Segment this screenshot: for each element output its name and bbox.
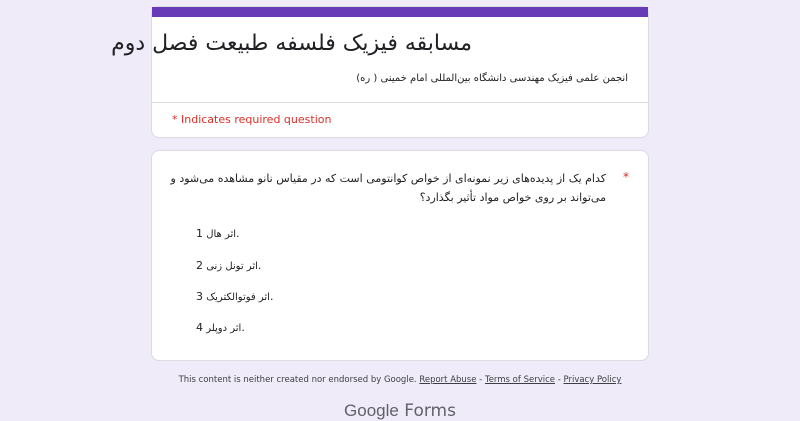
- report-abuse-link[interactable]: Report Abuse: [419, 375, 477, 385]
- footer-separator: -: [476, 375, 485, 385]
- privacy-link[interactable]: Privacy Policy: [563, 375, 622, 385]
- option-4[interactable]: [196, 321, 245, 334]
- question-text: کدام یک از پدیده‌های زیر نمونه‌ای از خواص کوانتومی است که در مقیاس نانو مشاهده می‌شود و می‌تواند بر روی خواص مواد تأثیر بگذارد؟: [170, 172, 606, 204]
- form-header-card: [111, 6, 649, 138]
- footer-separator: -: [555, 375, 564, 385]
- option-2[interactable]: [196, 259, 261, 272]
- option-label: اثر دوپلر: [206, 323, 242, 334]
- option-number: 1.: [196, 227, 240, 240]
- required-note: * Indicates required question: [172, 113, 332, 126]
- footer-disclaimer: This content is neither created nor endorsed by Google.: [178, 375, 417, 385]
- required-marker: *: [623, 170, 629, 184]
- google-wordmark: Google: [344, 401, 399, 420]
- google-forms-logo[interactable]: [0, 401, 800, 421]
- form-title: مسابقه فیزیک فلسفه طبیعت فصل دوم: [111, 31, 472, 56]
- footer: [0, 375, 800, 385]
- option-number: 2.: [196, 259, 262, 272]
- header-divider: [152, 102, 648, 103]
- question-card: [151, 150, 649, 361]
- option-number: 4.: [196, 321, 245, 334]
- option-label: اثر هال: [206, 229, 237, 240]
- accent-bar: [152, 7, 648, 17]
- option-label: اثر فوتوالکتریک: [206, 292, 270, 303]
- option-label: اثر تونل زنی: [206, 261, 258, 272]
- option-number: 3.: [196, 290, 274, 303]
- forms-wordmark: Forms: [404, 401, 456, 421]
- form-description: انجمن علمی فیزیک مهندسی دانشگاه بین‌المللی امام خمینی ( ره): [356, 73, 628, 84]
- option-1[interactable]: [196, 227, 240, 240]
- option-3[interactable]: [196, 290, 273, 303]
- terms-link[interactable]: Terms of Service: [484, 375, 555, 385]
